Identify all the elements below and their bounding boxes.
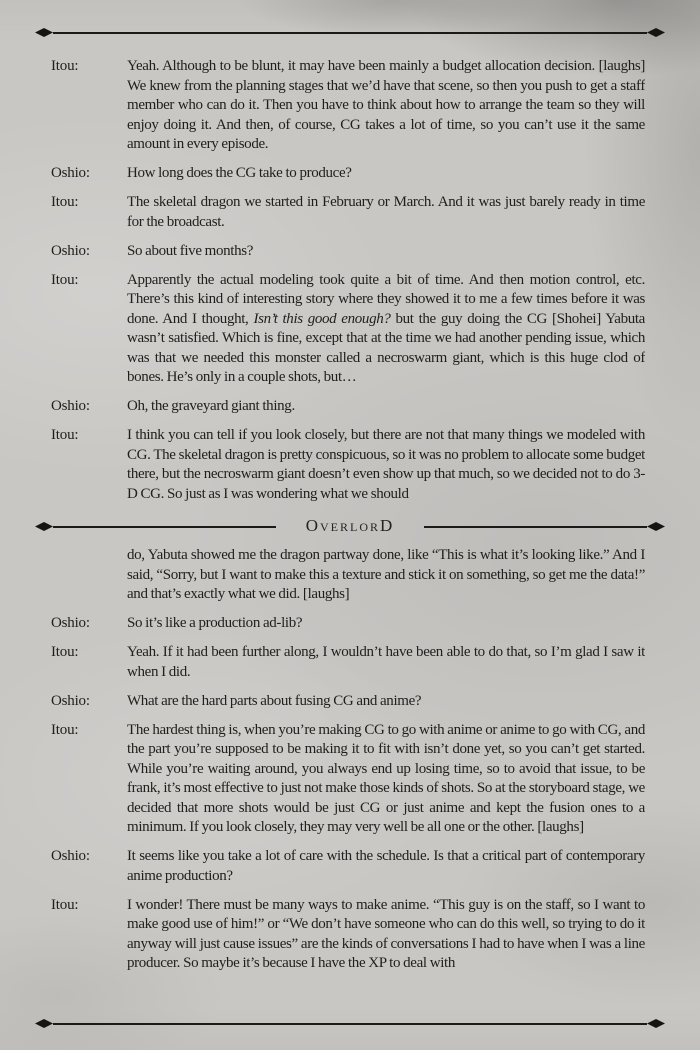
- speech-text: [127, 546, 645, 605]
- speech-segment: What are the hard parts about fusing CG and anime?: [127, 692, 422, 709]
- diamond-ornament-right: [647, 522, 665, 531]
- speaker-label: Itou:: [51, 896, 79, 913]
- dialogue-row: [51, 692, 645, 712]
- speech-text: [127, 847, 645, 886]
- speech-text: [127, 614, 645, 634]
- speech-segment: It seems like you take a lot of care with the schedule. Is that a critical part of contemporary anime production?: [127, 848, 645, 884]
- dialogue-row: [51, 193, 645, 232]
- speech-text: [127, 721, 645, 838]
- speech-text: [127, 397, 645, 417]
- speech-segment-italic: Isn’t this good enough?: [253, 310, 391, 327]
- speech-segment: do, Yabuta showed me the dragon partway done, like “This is what it’s looking like.” And I said, “Sorry, but I want to make this a texture and stick it on something, so get me the data!” and that’s exactly what we did. [laughs]: [127, 547, 645, 602]
- speech-text: [127, 242, 645, 262]
- diamond-ornament-right: [647, 28, 665, 37]
- speech-segment: Yeah. Although to be blunt, it may have been mainly a budget allocation decision. [laughs] We knew from the planning stages that we’d have that scene, so then you push to get a staff member who can do it. Then you have to think about how to arrange the team so they will enjoy doing it. And then, of course, CG takes a lot of time, so you can’t use it the same amount in every episode.: [127, 58, 645, 152]
- speaker-label: Itou:: [51, 194, 79, 210]
- diamond-ornament-left: [35, 1019, 53, 1028]
- speech-segment: I wonder! There must be many ways to make anime. “This guy is on the staff, so I want to make good use of him!” or “We don’t have someone who can do this well, so trying to do it anyway will just cause issues” are the kinds of conversations I had to have when I was a line producer. So maybe it’s because I have the XP to deal with: [127, 896, 645, 971]
- speaker-label: [51, 546, 127, 605]
- divider-line: [53, 32, 647, 34]
- dialogue-row: [51, 164, 645, 184]
- dialogue-row: [51, 643, 645, 682]
- speaker-label: Itou:: [51, 644, 79, 660]
- speech-segment: How long does the CG take to produce?: [127, 165, 352, 181]
- speaker-label: Oshio:: [51, 242, 90, 259]
- speech-text: [127, 193, 645, 232]
- dialogue-row: [51, 546, 645, 605]
- speaker-label: Oshio:: [51, 398, 90, 414]
- dialogue-row: [51, 896, 645, 974]
- interview-dialogue-upper: [51, 57, 645, 513]
- interview-dialogue-lower: [51, 546, 645, 1014]
- speech-segment: Oh, the graveyard giant thing.: [127, 398, 295, 414]
- speech-text: [127, 692, 645, 712]
- speech-segment: Yeah. If it had been further along, I wouldn’t have been able to do that, so I’m glad I saw it when I did.: [127, 644, 645, 680]
- speaker-label: Oshio:: [51, 615, 90, 631]
- diamond-ornament-left: [35, 28, 53, 37]
- speaker-label: Oshio:: [51, 692, 90, 709]
- speech-text: [127, 57, 645, 155]
- top-divider: [35, 28, 665, 37]
- speech-segment: So it’s like a production ad-lib?: [127, 615, 303, 631]
- dialogue-row: [51, 397, 645, 417]
- dialogue-row: [51, 242, 645, 262]
- diamond-ornament-left: [35, 522, 53, 531]
- speaker-label: Itou:: [51, 271, 79, 288]
- divider-line: [53, 1023, 647, 1025]
- dialogue-row: [51, 847, 645, 886]
- section-divider: [35, 517, 665, 536]
- divider-line-right: [424, 526, 647, 528]
- speech-segment: I think you can tell if you look closely, but there are not that many things we modeled with CG. The skeletal dragon is pretty conspicuous, so it was no problem to allocate some budget there, but the necroswarm giant doesn’t even show up that much, so we decided not to do 3-D CG. So just as I was wondering what we should: [127, 427, 645, 502]
- speech-text: [127, 896, 645, 974]
- speech-segment: The skeletal dragon we started in February or March. And it was just barely ready in time for the broadcast.: [127, 194, 645, 230]
- divider-line-left: [53, 526, 276, 528]
- dialogue-row: [51, 271, 645, 388]
- speech-text: [127, 271, 645, 388]
- speech-segment: but the guy doing the CG [Shohei] Yabuta wasn’t satisfied. Which is fine, except that at the time we had another pending issue, which was that we needed this monster called a necroswarm giant, which is this huge clod of bones. He’s only in a couple shots, but…: [127, 310, 645, 385]
- speaker-label: Itou:: [51, 721, 79, 738]
- speech-segment: The hardest thing is, when you’re making CG to go with anime or anime to go with CG, and the part you’re supposed to be making it to fit with isn’t done yet, so you can’t get started. While you’re waiting around, you always end up losing time, so to avoid that issue, to be frank, it’s most effective to just not make those kinds of shots. So at the storyboard stage, we decided that more shots would be just CG or just anime and kept the fusion ones to a minimum. If you look closely, they may very well be all one or the other. [laughs]: [127, 721, 645, 835]
- speech-segment: Apparently the actual modeling took quite a bit of time. And then motion control, etc. There’s this kind of interesting story where they showed it to me a few times before it was done. And I thought,: [127, 271, 645, 327]
- speaker-label: Itou:: [51, 58, 79, 74]
- speaker-label: Itou:: [51, 427, 79, 443]
- speech-segment: So about five months?: [127, 242, 254, 259]
- dialogue-row: [51, 426, 645, 504]
- dialogue-row: [51, 57, 645, 155]
- series-title-label: OverlorD: [305, 516, 395, 535]
- speaker-label: Oshio:: [51, 848, 90, 864]
- speech-text: [127, 164, 645, 184]
- dialogue-row: [51, 721, 645, 838]
- speech-text: [127, 643, 645, 682]
- diamond-ornament-right: [647, 1019, 665, 1028]
- bottom-divider: [35, 1019, 665, 1028]
- speaker-label: Oshio:: [51, 165, 90, 181]
- dialogue-row: [51, 614, 645, 634]
- speech-text: [127, 426, 645, 504]
